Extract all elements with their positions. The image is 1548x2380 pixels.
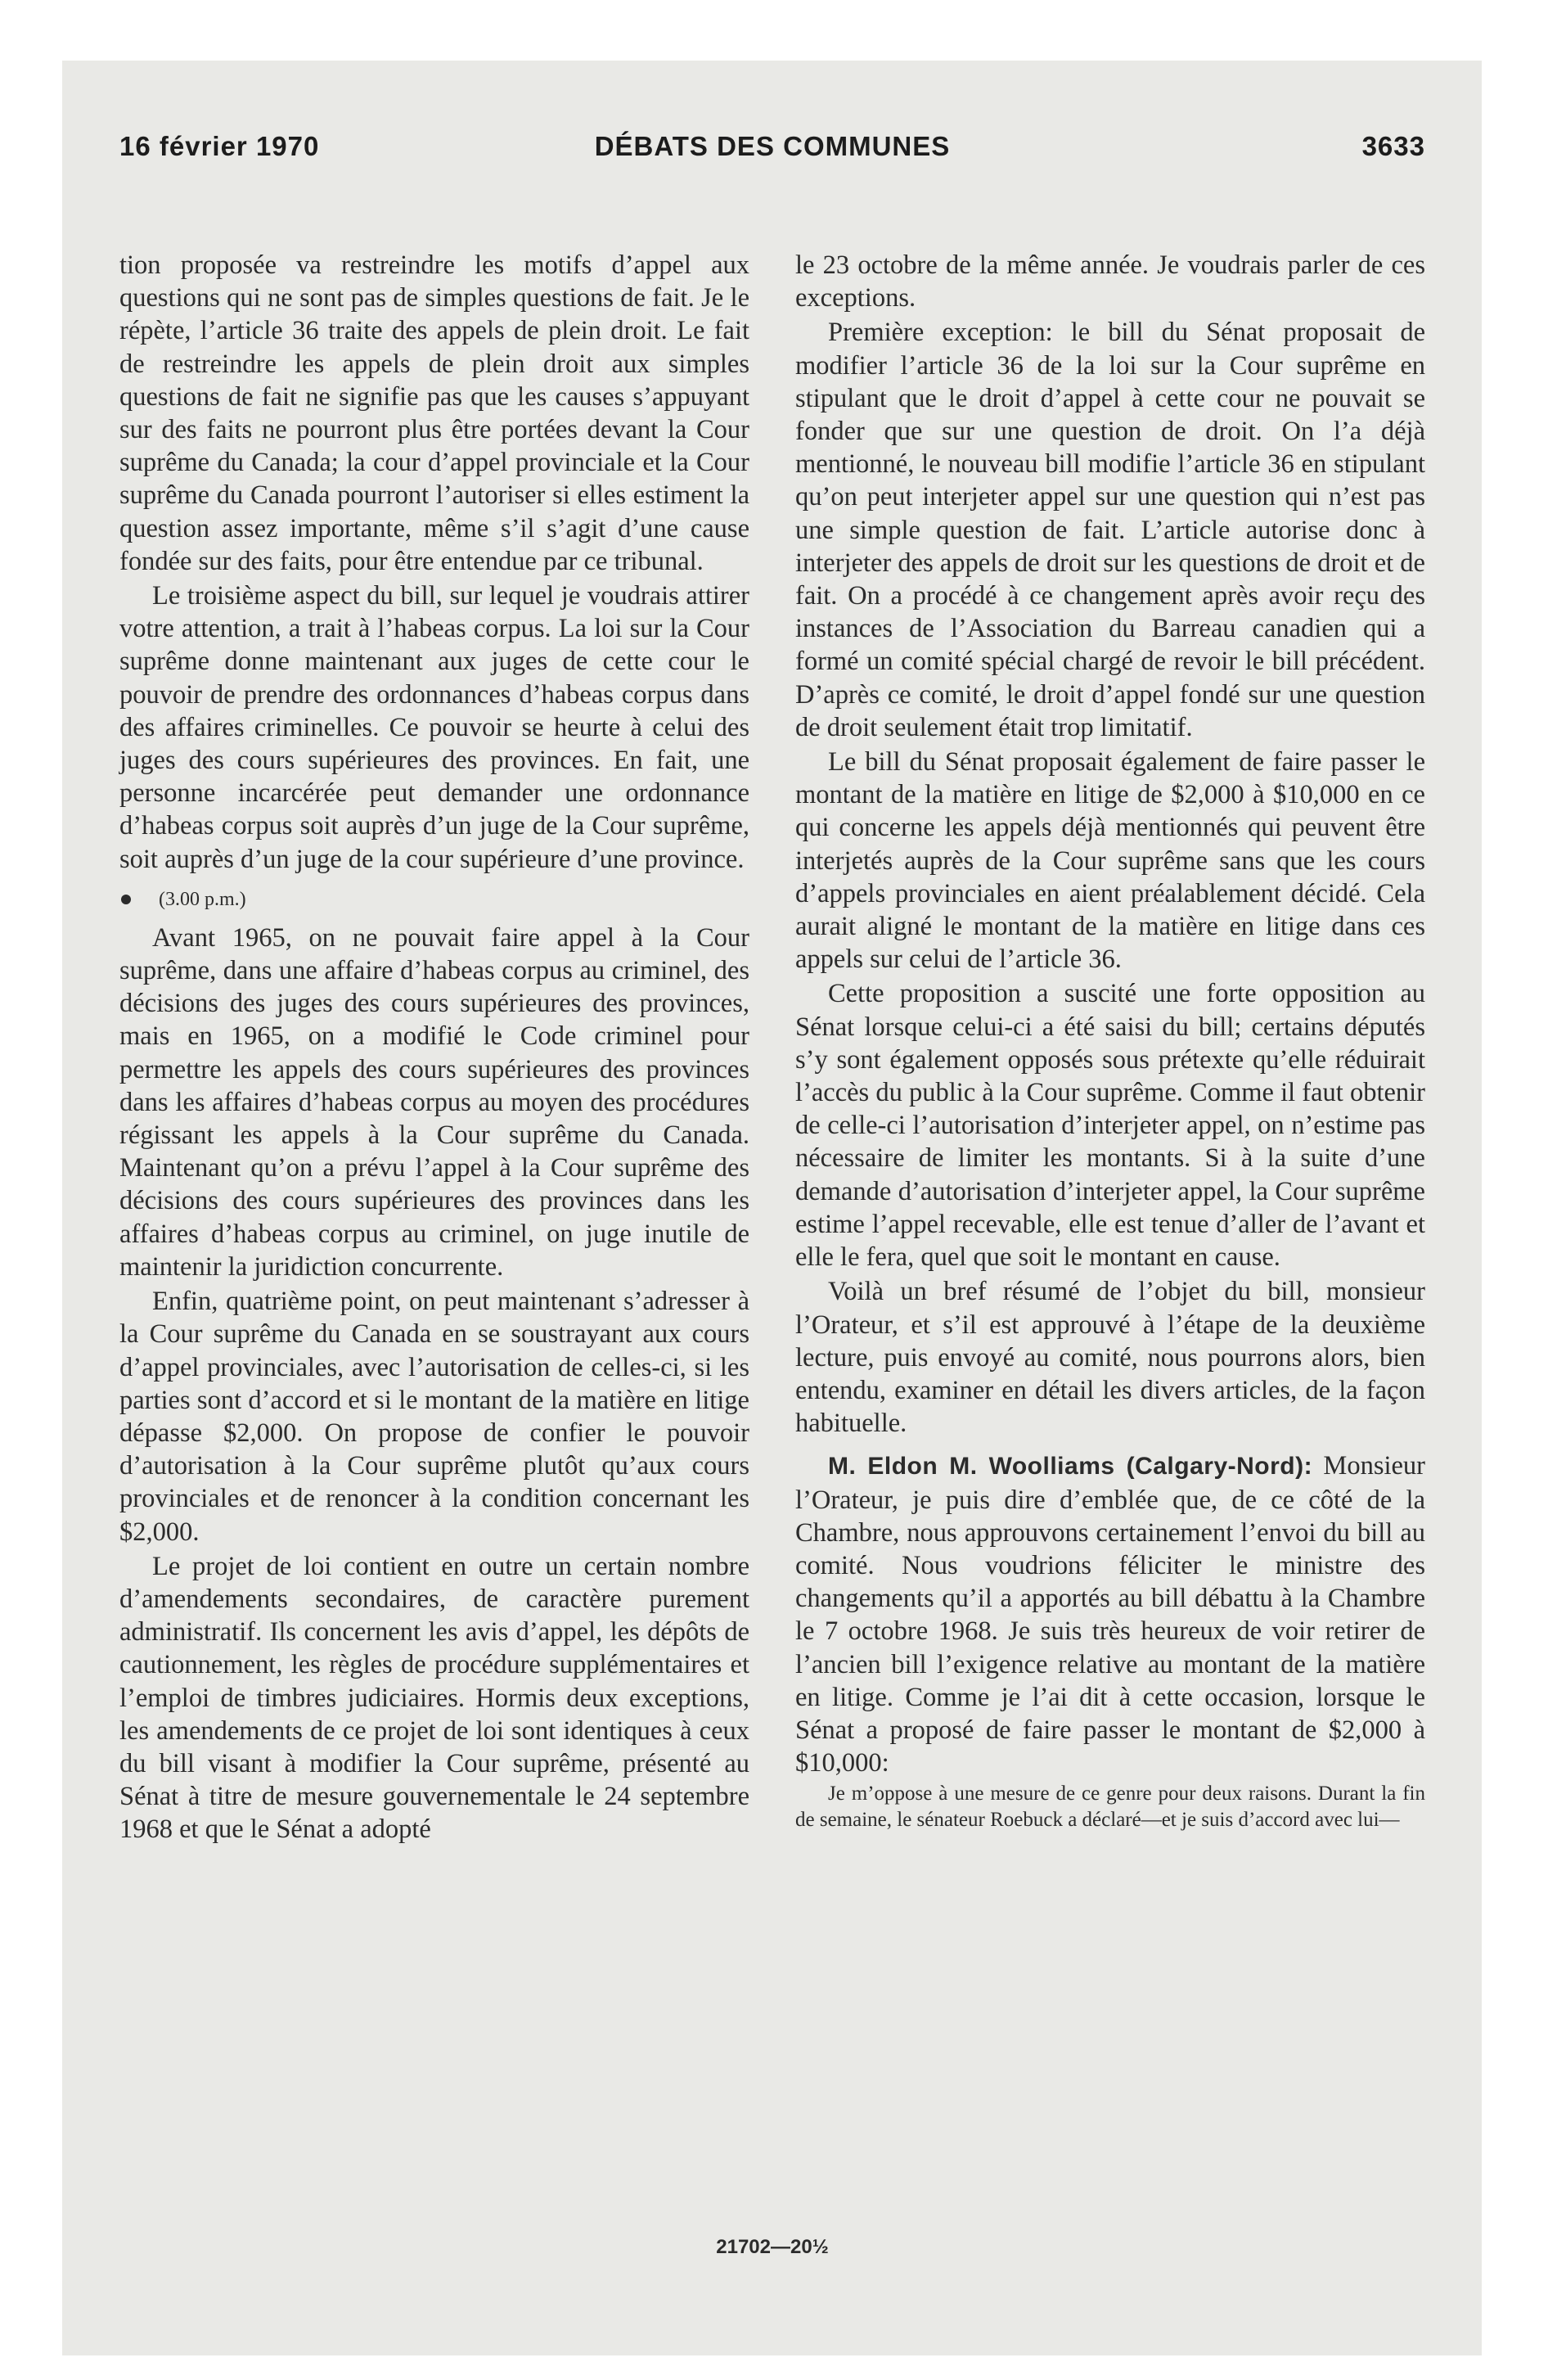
page-header <box>119 123 1425 172</box>
paragraph: Enfin, quatrième point, on peut maintenant s’adresser à la Cour suprême du Canada en se soustrayant aux cours d’appel provinciales, avec l’autorisation de celles-ci, si les parties sont d’accord et si le montant de la matière en litige dépasse $2,000. On propose de confier le pouvoir d’autorisation à la Cour suprême plutôt qu’aux cours provinciales et de renoncer à la condition concernant les $2,000. <box>119 1287 749 1547</box>
page-paper <box>62 61 1482 2355</box>
publication-title: DÉBATS DES COMMUNES <box>594 131 951 161</box>
speaker-text: Monsieur l’Orateur, je puis dire d’emblée que, de ce côté de la Chambre, nous approuvons certainement l’envoi du bill au comité. Nous voudrions féliciter le ministre des changements qu’il a apportés au bill débattu à la Chambre le 7 octobre 1968. Je suis très heureux de voir retirer de l’ancien bill l’exigence relative au montant de la matière en litige. Comme je l’ai dit à cette occasion, lorsque le Sénat a proposé de faire passer le montant de $2,000 à $10,000: <box>795 1451 1425 1778</box>
paragraph: Première exception: le bill du Sénat proposait de modifier l’article 36 de la loi sur la Cour suprême en stipulant que le droit d’appel à cette cour ne pouvait se fonder que sur une question de droit. On l’a déjà mentionné, le nouveau bill modifie l’article 36 en stipulant qu’on peut interjeter appel sur une question qui n’est pas une simple question de fait. L’article autorise donc à interjeter des appels de droit sur les questions de droit et de fait. On a procédé à ce changement après avoir reçu des instances de l’Association du Barreau canadien qui a formé un comité spécial chargé de revoir le bill précédent. D’après ce comité, le droit d’appel fondé sur une question de droit seulement était trop limitatif. <box>795 318 1425 742</box>
paragraph: Le projet de loi contient en outre un certain nombre d’amendements secondaires, de caractère purement administratif. Ils concernent les avis d’appel, les dépôts de cautionnement, les règles de procédure supplémentaires et l’emploi de timbres judiciaires. Hormis deux exceptions, les amendements de ce projet de loi sont identiques à ceux du bill visant à modifier la Cour suprême, présenté au Sénat à titre de mesure gouvernementale le 24 septembre 1968 et que le Sénat a adopté <box>119 1551 749 1845</box>
paragraph: Voilà un bref résumé de l’objet du bill, monsieur l’Orateur, et s’il est approuvé à l’étape de la deuxième lecture, puis envoyé au comité, nous pourrons alors, bien entendu, examiner en détail les divers articles, de la façon habituelle. <box>795 1277 1425 1439</box>
page-content <box>119 123 1425 2333</box>
page-number: 3633 <box>1361 131 1425 161</box>
paragraph: Cette proposition a suscité une forte opposition au Sénat lorsque celui-ci a été saisi du bill; certains députés s’y sont également opposés sous prétexte qu’elle réduirait l’accès du public à la Cour suprême. Comme il faut obtenir de celle-ci l’autorisation d’interjeter appel, on n’estime pas nécessaire de limiter les montants. Si à la suite d’une demande d’autorisation d’interjeter appel, la Cour suprême estime l’appel recevable, elle est tenue d’aller de l’avant et elle le fera, quel que soit le montant en cause. <box>795 979 1425 1273</box>
paragraph: tion proposée va restreindre les motifs d’appel aux questions qui ne sont pas de simples questions de fait. Je le répète, l’article 36 traite des appels de plein droit. Le fait de restreindre les appels de plein droit aux simples questions de fait ne signifie pas que les causes s’appuyant sur des faits ne pourront plus être portées devant la Cour suprême du Canada; la cour d’appel provinciale et la Cour suprême du Canada pourront l’autoriser si elles estiment la question assez importante, même s’il s’agit d’une cause fondée sur des faits, pour être entendue par ce tribunal. <box>119 250 749 576</box>
paragraph: Le bill du Sénat proposait également de faire passer le montant de la matière en litige de $2,000 à $10,000 en ce qui concerne les appels déjà mentionnés qui peuvent être interjetés auprès de la Cour suprême sans que les cours d’appels provinciales en aient préalablement décidé. Cela aurait aligné le montant de la matière en litige dans ces appels sur celui de l’article 36. <box>795 747 1425 975</box>
speaker-name: M. Eldon M. Woolliams (Calgary-Nord): <box>828 1453 1313 1481</box>
time-marker <box>119 887 749 912</box>
header-date: 16 février 1970 <box>119 131 320 161</box>
signature-code: 21702—20½ <box>716 2236 829 2258</box>
paragraph: le 23 octobre de la même année. Je voudrais parler de ces exceptions. <box>795 250 1425 313</box>
quoted-passage: Je m’oppose à une mesure de ce genre pour deux raisons. Durant la fin de semaine, le sénateur Roebuck a déclaré—et je suis d’accord avec lui— <box>795 1783 1425 1832</box>
bullet-icon <box>121 895 131 904</box>
right-column <box>795 249 1425 1835</box>
paragraph: Le troisième aspect du bill, sur lequel je voudrais attirer votre attention, a trait à l’habeas corpus. La loi sur la Cour suprême donne maintenant aux juges de cette cour le pouvoir de prendre des ordonnances d’habeas corpus dans des affaires criminelles. Ce pouvoir se heurte à celui des juges des cours supérieures des provinces. En fait, une personne incarcérée peut demander une ordonnance d’habeas corpus soit auprès d’un juge de la Cour suprême, soit auprès d’un juge de la cour supérieure d’une province. <box>119 581 749 874</box>
left-column <box>119 249 749 1848</box>
paragraph: Avant 1965, on ne pouvait faire appel à la Cour suprême, dans une affaire d’habeas corpus au criminel, des décisions des juges des cours supérieures des provinces, mais en 1965, on a modifié le Code criminel pour permettre les appels des cours supérieures des provinces dans les affaires d’habeas corpus au moyen des procédures régissant les appels à la Cour suprême du Canada. Maintenant qu’on a prévu l’appel à la Cour suprême des décisions des cours supérieures des provinces dans les affaires d’habeas corpus au criminel, on juge inutile de maintenir la juridiction concurrente. <box>119 922 749 1282</box>
speaker-paragraph <box>795 1449 1425 1779</box>
time-marker-text: (3.00 p.m.) <box>159 888 246 910</box>
